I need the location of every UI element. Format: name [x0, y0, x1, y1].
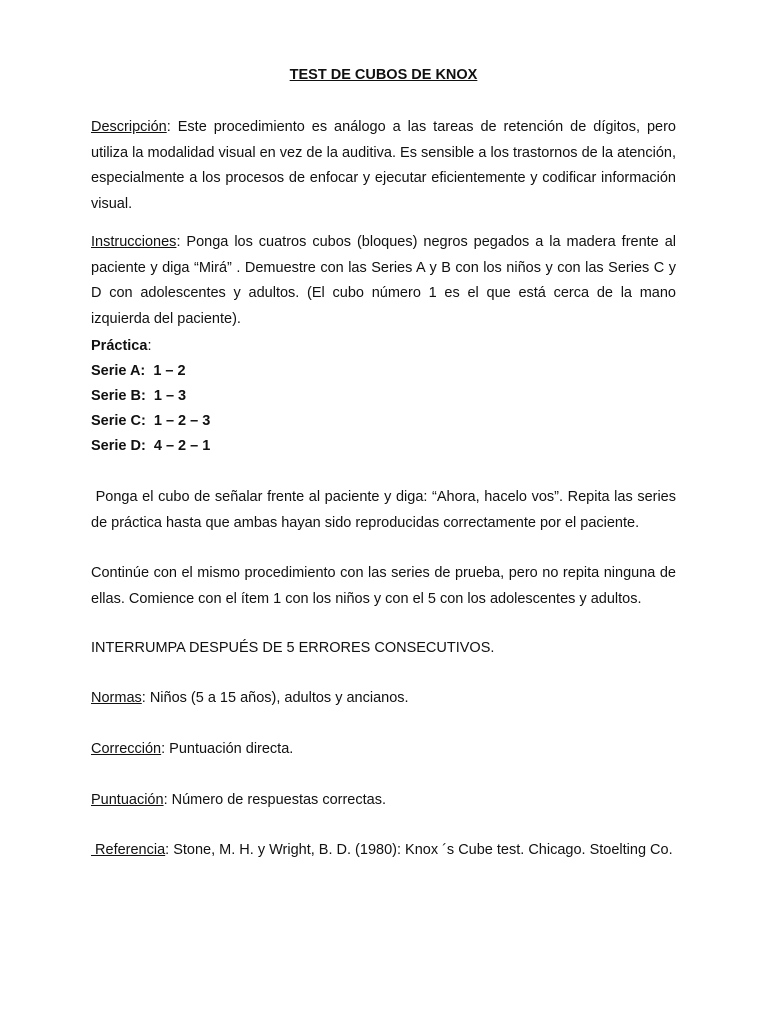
serie-c-value: 1 – 2 – 3	[153, 413, 211, 429]
document-title: TEST DE CUBOS DE KNOX	[289, 67, 478, 83]
serie-a-value: 1 – 2	[153, 363, 186, 379]
instrucciones-label: Instrucciones	[91, 234, 177, 250]
puntuacion-label: Puntuación	[91, 792, 164, 808]
serie-a-line	[91, 359, 676, 385]
puntuacion-line	[91, 788, 676, 814]
normas-line	[91, 686, 676, 712]
serie-a-name: Serie A:	[91, 363, 146, 379]
correccion-label: Corrección	[91, 741, 162, 757]
puntuacion-text: : Número de respuestas correctas.	[163, 792, 386, 808]
practica-suffix: :	[147, 338, 152, 354]
descripcion-label: Descripción	[91, 119, 167, 135]
senalar-paragraph: Ponga el cubo de señalar frente al paciente y diga: “Ahora, hacelo vos”. Repita las series de práctica hasta que ambas hayan sido reproducidas correctamente por el paciente.	[91, 489, 681, 531]
instrucciones-text: : Ponga los cuatros cubos (bloques) negros pegados a la madera frente al paciente y diga “Mirá” . Demuestre con las Series A y B con los niños y con las Series C y D con adolescentes y adultos. (El cubo número 1 es el que está cerca de la mano izquierda del paciente).	[91, 234, 676, 327]
interrumpa-line: INTERRUMPA DESPUÉS DE 5 ERRORES CONSECUTIVOS.	[91, 640, 495, 656]
practica-heading	[91, 334, 676, 360]
correccion-line	[91, 737, 676, 763]
referencia-text: : Stone, M. H. y Wright, B. D. (1980): Knox ´s Cube test. Chicago. Stoelting Co.	[165, 842, 673, 858]
serie-d-name: Serie D:	[91, 438, 146, 454]
serie-d-line	[91, 434, 676, 460]
serie-b-value: 1 – 3	[153, 388, 187, 404]
descripcion-text: : Este procedimiento es análogo a las tareas de retención de dígitos, pero utiliza la modalidad visual en vez de la auditiva. Es sensible a los trastornos de la atención, especialmente a los procesos de enfocar y ejecutar eficientemente y codificar información visual.	[91, 119, 676, 212]
referencia-label: Referencia	[91, 842, 166, 858]
correccion-text: : Puntuación directa.	[161, 741, 294, 757]
continue-paragraph: Continúe con el mismo procedimiento con las series de prueba, pero no repita ninguna de ellas. Comience con el ítem 1 con los niños y con el 5 con los adolescentes y adultos.	[91, 565, 676, 607]
instrucciones-paragraph	[91, 230, 676, 332]
serie-b-line	[91, 384, 676, 410]
normas-label: Normas	[91, 690, 142, 706]
referencia-paragraph	[91, 838, 676, 864]
normas-text: : Niños (5 a 15 años), adultos y ancianos.	[141, 690, 409, 706]
serie-c-line	[91, 409, 676, 435]
serie-c-name: Serie C:	[91, 413, 146, 429]
descripcion-paragraph	[91, 115, 676, 217]
serie-d-value: 4 – 2 – 1	[153, 438, 211, 454]
practica-label: Práctica	[91, 338, 148, 354]
serie-b-name: Serie B:	[91, 388, 146, 404]
